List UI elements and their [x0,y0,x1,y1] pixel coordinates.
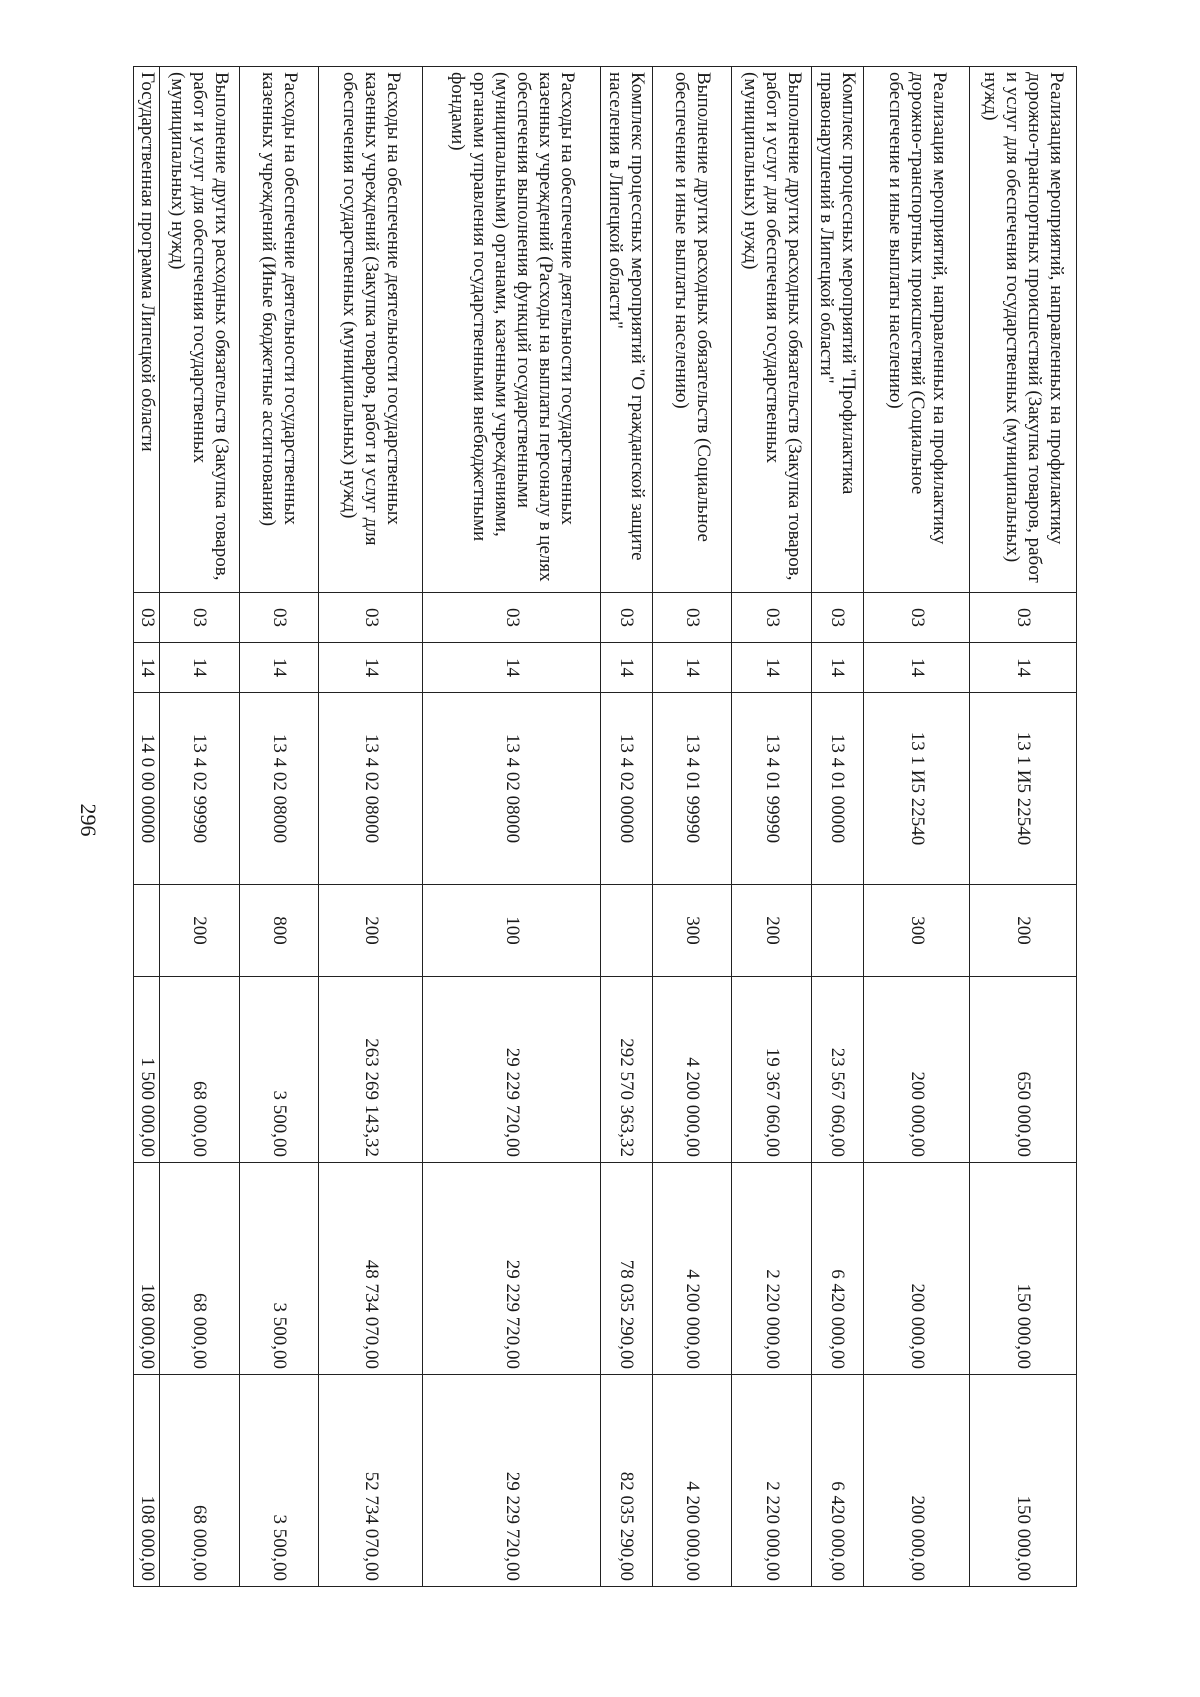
row-subsection-code: 14 [811,643,863,693]
row-expense-type-code: 200 [970,885,1077,977]
table-row [732,67,811,1587]
table-row [863,67,970,1587]
row-amount-year-1: 1 500 000,00 [134,977,160,1163]
row-expense-type-code: 200 [732,885,811,977]
row-section-code: 03 [239,593,318,643]
row-amount-year-3: 4 200 000,00 [653,1375,732,1587]
row-section-code: 03 [732,593,811,643]
row-subsection-code: 14 [863,643,970,693]
table-row [423,67,601,1587]
row-section-code: 03 [811,593,863,643]
row-target-article-code: 13 4 01 00000 [811,693,863,885]
row-description: Комплекс процессных мероприятий "О гражданской защите населения в Липецкой области" [600,67,652,593]
row-amount-year-3: 108 000,00 [134,1375,160,1587]
row-amount-year-3: 3 500,00 [239,1375,318,1587]
row-target-article-code: 13 1 И5 22540 [863,693,970,885]
row-amount-year-3: 68 000,00 [160,1375,239,1587]
row-amount-year-1: 4 200 000,00 [653,977,732,1163]
row-description: Выполнение других расходных обязательств (Социальное обеспечение и иные выплаты населению) [653,67,732,593]
row-subsection-code: 14 [423,643,601,693]
row-expense-type-code [600,885,652,977]
row-section-code: 03 [600,593,652,643]
row-amount-year-2: 6 420 000,00 [811,1163,863,1375]
row-amount-year-3: 150 000,00 [970,1375,1077,1587]
row-subsection-code: 14 [970,643,1077,693]
row-target-article-code: 13 4 01 99990 [653,693,732,885]
page-number: 296 [76,803,101,837]
row-amount-year-1: 19 367 060,00 [732,977,811,1163]
row-amount-year-3: 82 035 290,00 [600,1375,652,1587]
table-row [318,67,422,1587]
row-subsection-code: 14 [732,643,811,693]
row-amount-year-2: 108 000,00 [134,1163,160,1375]
row-section-code: 03 [653,593,732,643]
row-amount-year-2: 29 229 720,00 [423,1163,601,1375]
row-subsection-code: 14 [160,643,239,693]
row-description: Выполнение других расходных обязательств (Закупка товаров, работ и услуг для обеспечения государственных (муниципальных) нужд) [732,67,811,593]
row-section-code: 03 [318,593,422,643]
row-amount-year-3: 52 734 070,00 [318,1375,422,1587]
table-row [160,67,239,1587]
row-amount-year-2: 150 000,00 [970,1163,1077,1375]
row-amount-year-2: 200 000,00 [863,1163,970,1375]
row-target-article-code: 13 1 И5 22540 [970,693,1077,885]
row-amount-year-1: 29 229 720,00 [423,977,601,1163]
row-target-article-code: 13 4 02 08000 [423,693,601,885]
table-row [239,67,318,1587]
budget-table-sheet [133,66,1077,1586]
row-description: Реализация мероприятий, направленных на профилактику дорожно-транспортных происшествий (Закупка товаров, работ и услуг для обеспечения государственных (муниципальных) нужд) [970,67,1077,593]
row-subsection-code: 14 [600,643,652,693]
table-body [134,67,1077,1587]
row-target-article-code: 13 4 01 99990 [732,693,811,885]
row-amount-year-2: 48 734 070,00 [318,1163,422,1375]
row-amount-year-2: 68 000,00 [160,1163,239,1375]
row-expense-type-code [811,885,863,977]
row-amount-year-1: 23 567 060,00 [811,977,863,1163]
row-section-code: 03 [160,593,239,643]
row-amount-year-3: 200 000,00 [863,1375,970,1587]
table-row [134,67,160,1587]
row-amount-year-3: 6 420 000,00 [811,1375,863,1587]
row-expense-type-code: 100 [423,885,601,977]
row-subsection-code: 14 [239,643,318,693]
table-row [653,67,732,1587]
row-expense-type-code: 200 [160,885,239,977]
row-amount-year-3: 2 220 000,00 [732,1375,811,1587]
row-section-code: 03 [134,593,160,643]
row-expense-type-code [134,885,160,977]
row-amount-year-3: 29 229 720,00 [423,1375,601,1587]
row-target-article-code: 13 4 02 08000 [239,693,318,885]
row-amount-year-1: 650 000,00 [970,977,1077,1163]
row-description: Выполнение других расходных обязательств (Закупка товаров, работ и услуг для обеспечения государственных (муниципальных) нужд) [160,67,239,593]
row-amount-year-1: 3 500,00 [239,977,318,1163]
row-target-article-code: 13 4 02 00000 [600,693,652,885]
row-target-article-code: 13 4 02 08000 [318,693,422,885]
row-description: Расходы на обеспечение деятельности государственных казенных учреждений (Расходы на выплаты персоналу в целях обеспечения выполнения функций государственными (муниципальными) органами, казенными учреждениями, органами управления государственными внебюджетными фондами) [423,67,601,593]
row-target-article-code: 14 0 00 00000 [134,693,160,885]
row-section-code: 03 [423,593,601,643]
row-description: Государственная программа Липецкой области [134,67,160,593]
budget-table [133,66,1077,1587]
row-amount-year-2: 4 200 000,00 [653,1163,732,1375]
row-amount-year-2: 3 500,00 [239,1163,318,1375]
row-description: Расходы на обеспечение деятельности государственных казенных учреждений (Иные бюджетные ассигнования) [239,67,318,593]
row-amount-year-2: 2 220 000,00 [732,1163,811,1375]
row-description: Расходы на обеспечение деятельности государственных казенных учреждений (Закупка товаров, работ и услуг для обеспечения государственных (муниципальных) нужд) [318,67,422,593]
row-expense-type-code: 300 [863,885,970,977]
row-amount-year-2: 78 035 290,00 [600,1163,652,1375]
table-row [600,67,652,1587]
row-subsection-code: 14 [318,643,422,693]
row-expense-type-code: 300 [653,885,732,977]
row-target-article-code: 13 4 02 99990 [160,693,239,885]
row-description: Комплекс процессных мероприятий "Профилактика правонарушений в Липецкой области" [811,67,863,593]
row-expense-type-code: 200 [318,885,422,977]
row-subsection-code: 14 [134,643,160,693]
row-amount-year-1: 68 000,00 [160,977,239,1163]
row-amount-year-1: 292 570 363,32 [600,977,652,1163]
row-description: Реализация мероприятий, направленных на профилактику дорожно-транспортных происшествий (Социальное обеспечение и иные выплаты населению) [863,67,970,593]
row-section-code: 03 [863,593,970,643]
row-section-code: 03 [970,593,1077,643]
row-amount-year-1: 200 000,00 [863,977,970,1163]
row-amount-year-1: 263 269 143,32 [318,977,422,1163]
table-row [811,67,863,1587]
row-subsection-code: 14 [653,643,732,693]
row-expense-type-code: 800 [239,885,318,977]
table-row [970,67,1077,1587]
